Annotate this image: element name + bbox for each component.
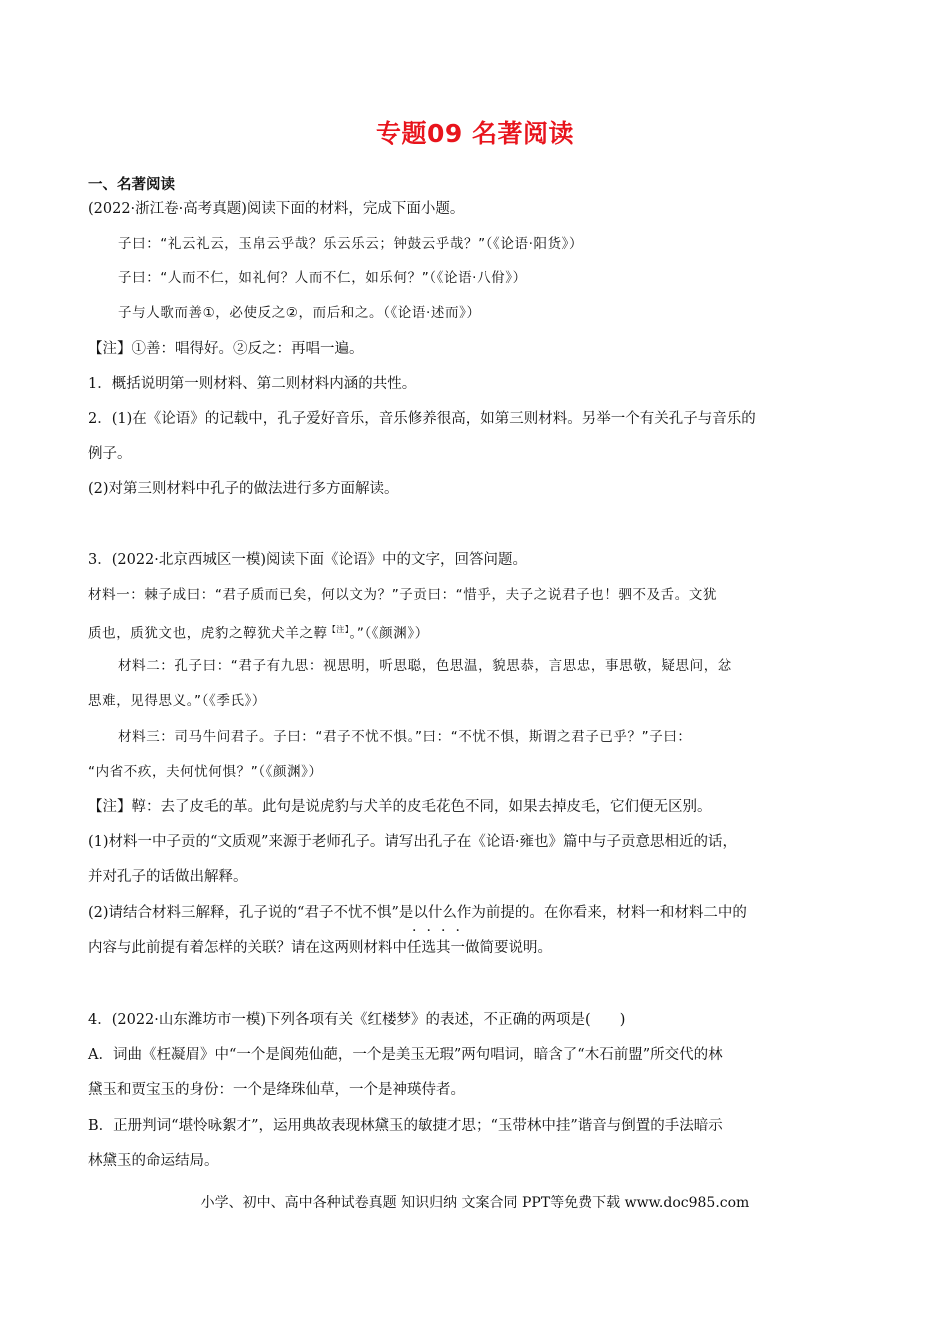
page-footer: 小学、初中、高中各种试卷真题 知识归纳 文案合同 PPT等免费下载 www.doc985.com: [200, 1195, 750, 1211]
emphasized-text: [407, 940, 465, 956]
q3-material-1-end: 。”（《颜渊》）: [349, 625, 429, 642]
emphasis-char: 选: [421, 940, 436, 956]
q3-material-3-line-2: “内省不疚，夫何忧何惧？”（《颜渊》）: [88, 764, 323, 780]
q12-material-2: 子曰：“人而不仁，如礼何？人而不仁，如乐何？”（《论语·八佾》）: [118, 270, 527, 286]
q3-part-2-end: 做简要说明。: [465, 940, 552, 956]
option-b-line-2: 林黛玉的命运结局。: [88, 1153, 219, 1169]
q3-note: 【注】鞟：去了皮毛的革。此句是说虎豹与犬羊的皮毛花色不同，如果去掉皮毛，它们便无区别。: [88, 799, 712, 815]
option-a-line-2: 黛玉和贾宝玉的身份：一个是绛珠仙草，一个是神瑛侍者。: [88, 1082, 465, 1098]
question-2-part-1-cont: 例子。: [88, 446, 132, 462]
question-4-stem: 4．(2022·山东潍坊市一模)下列各项有关《红楼梦》的表述，不正确的两项是( ): [88, 1012, 626, 1028]
question-2-part-1: 2．(1)在《论语》的记载中，孔子爱好音乐，音乐修养很高，如第三则材料。另举一个有关孔子与音乐的: [88, 411, 756, 427]
q3-part-1-line-1: (1)材料一中子贡的“文质观”来源于老师孔子。请写出孔子在《论语·雍也》篇中与子贡意思相近的话，: [88, 834, 737, 850]
q12-note: 【注】①善：唱得好。②反之：再唱一遍。: [88, 341, 364, 357]
page-title: 专题09 名著阅读: [376, 119, 574, 148]
q3-material-1-text: 质也，质犹文也，虎豹之鞟犹犬羊之鞟: [88, 625, 328, 642]
footnote-marker: 【注】: [327, 625, 350, 634]
q3-part-2-line-1: (2)请结合材料三解释，孔子说的“君子不忧不惧”是以什么作为前提的。在你看来，材料一和材料二中的: [88, 905, 747, 921]
q12-material-1: 子曰：“礼云礼云，玉帛云乎哉？乐云乐云；钟鼓云乎哉？”（《论语·阳货》）: [118, 236, 584, 252]
q3-part-1-line-2: 并对孔子的话做出解释。: [88, 869, 248, 885]
section-heading: 一、名著阅读: [88, 177, 175, 193]
q12-source: (2022·浙江卷·高考真题)阅读下面的材料，完成下面小题。: [88, 201, 465, 217]
q3-material-2-line-1: 材料二：孔子曰：“君子有九思：视思明，听思聪，色思温，貌思恭，言思忠，事思敬，疑思问，忿: [118, 658, 732, 674]
emphasis-char: 任: [407, 940, 422, 956]
q12-material-3: 子与人歌而善①，必使反之②，而后和之。（《论语·述而》）: [118, 305, 481, 321]
option-b-line-1: B．正册判词“堪怜咏絮才”，运用典故表现林黛玉的敏捷才思；“玉带林中挂”谐音与倒置的手法暗示: [88, 1118, 723, 1134]
q3-material-1-line-2: [88, 620, 429, 644]
q3-part-2-text: 内容与此前提有着怎样的关联？请在这两则材料中: [88, 940, 407, 956]
emphasis-char: 其: [436, 940, 451, 956]
emphasis-char: 一: [450, 940, 465, 956]
option-a-line-1: A．词曲《枉凝眉》中“一个是阆苑仙葩，一个是美玉无瑕”两句唱词，暗含了“木石前盟”所交代的林: [88, 1047, 723, 1063]
q3-material-3-line-1: 材料三：司马牛问君子。子曰：“君子不忧不惧。”曰：“不忧不惧，斯谓之君子已乎？”子曰：: [118, 729, 692, 745]
q3-part-2-line-2: [88, 938, 552, 958]
question-3-source: 3．(2022·北京西城区一模)阅读下面《论语》中的文字，回答问题。: [88, 552, 528, 568]
question-1: 1．概括说明第一则材料、第二则材料内涵的共性。: [88, 376, 417, 392]
question-2-part-2: (2)对第三则材料中孔子的做法进行多方面解读。: [88, 481, 399, 497]
q3-material-2-line-2: 思难，见得思义。”（《季氏》）: [88, 693, 266, 709]
q3-material-1-line-1: 材料一：棘子成曰：“君子质而已矣，何以文为？”子贡曰：“惜乎，夫子之说君子也！驷不及舌。文犹: [88, 587, 718, 603]
